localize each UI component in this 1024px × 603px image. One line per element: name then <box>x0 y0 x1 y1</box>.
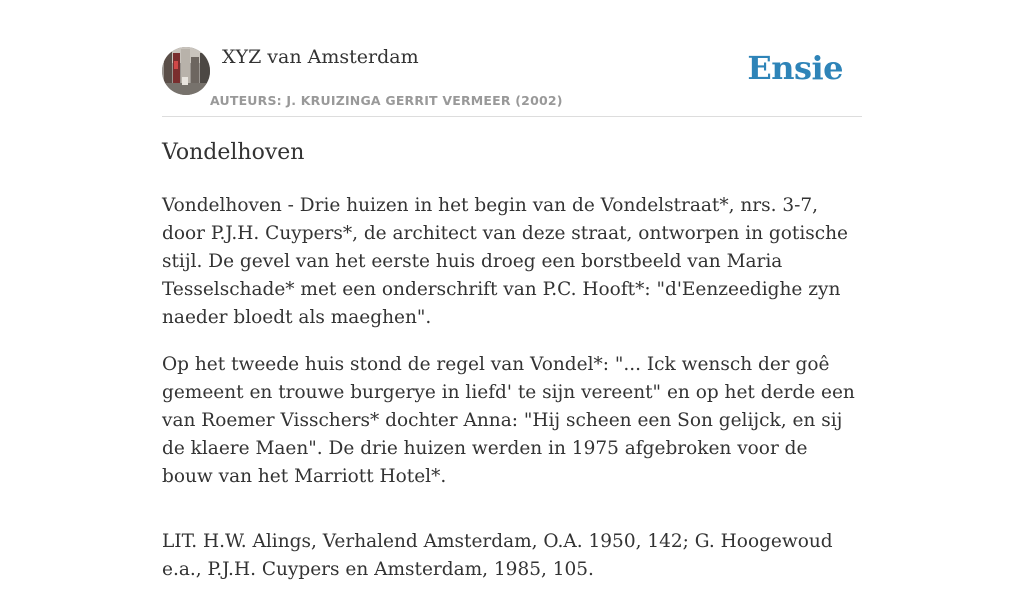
book-title[interactable]: XYZ van Amsterdam <box>222 46 419 68</box>
book-cover-avatar[interactable] <box>162 47 210 95</box>
literature-reference: LIT. H.W. Alings, Verhalend Amsterdam, O.A. 1950, 142; G. Hoogewoud e.a., P.J.H. Cuypers en Amsterdam, 1985, 105. <box>162 531 833 580</box>
entry-content <box>162 192 862 603</box>
entry-paragraph: Op het tweede huis stond de regel van Vondel*: "... Ick wensch der goê gemeent en trouwe burgerye in liefd' te sijn vereent" en op het derde een van Roemer Visschers* dochter Anna: "Hij scheen een Son gelijck, en sij de klaere Maen". De drie huizen werden in 1975 afgebroken voor de bouw van het Marriott Hotel*. <box>162 354 855 487</box>
entry-paragraph: Vondelhoven - Drie huizen in het begin van de Vondelstraat*, nrs. 3-7, door P.J.H. Cuypers*, de architect van deze straat, ontworpen in gotische stijl. De gevel van het eerste huis droeg een borstbeeld van Maria Tesselschade* met een onderschrift van P.C. Hooft*: "d'Eenzeedighe zyn naeder bloedt als maeghen". <box>162 195 848 328</box>
book-cover-image <box>162 47 210 95</box>
ensie-logo[interactable]: Ensie <box>747 49 843 87</box>
authors-line: AUTEURS: J. KRUIZINGA GERRIT VERMEER (2002) <box>210 93 563 108</box>
page-header <box>162 0 862 117</box>
entry-title: Vondelhoven <box>162 140 305 165</box>
page-container <box>162 0 862 580</box>
